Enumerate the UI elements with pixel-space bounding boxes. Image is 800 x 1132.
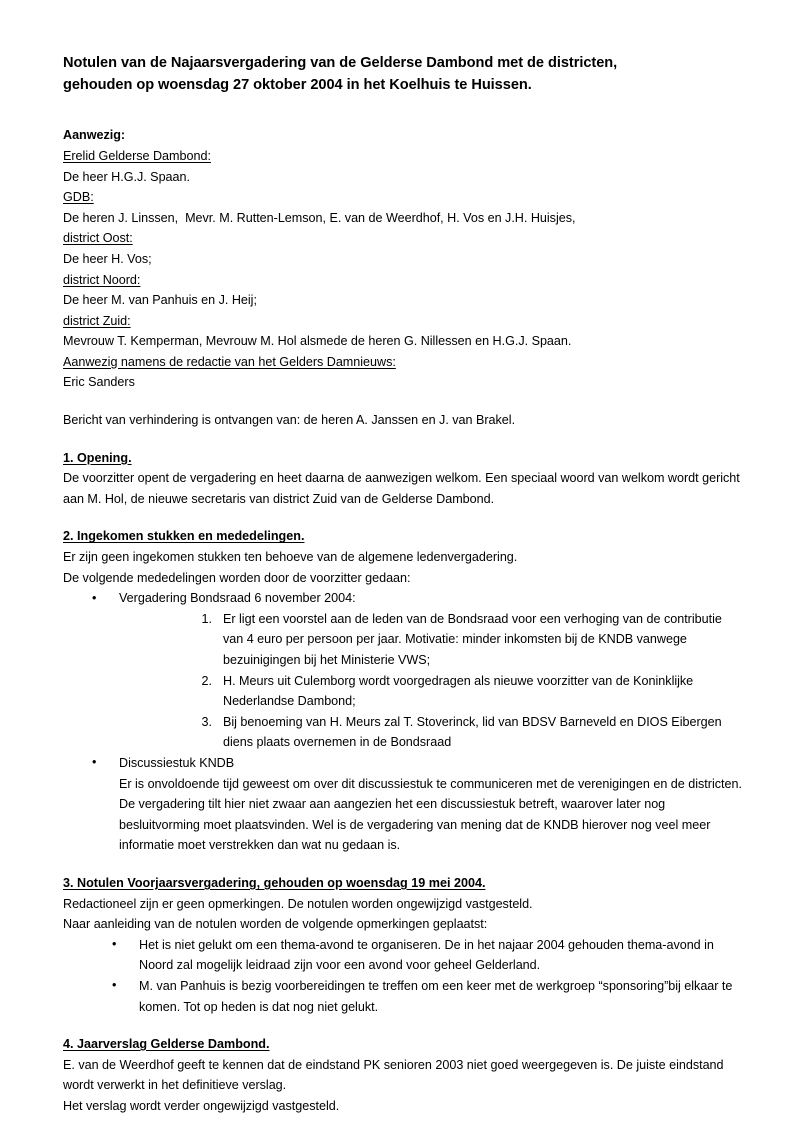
list-text: Er ligt een voorstel aan de leden van de Bondsraad voor een verhoging van de contributie van 4 euro per persoon per jaar. Motivatie: minder inkomsten bij de KNDB vanwege bezuinigingen bij het Ministerie VWS; <box>223 611 722 667</box>
attendance-group-erelid <box>63 146 745 167</box>
apologies-spacer <box>63 393 745 410</box>
bullet-text: M. van Panhuis is bezig voorbereidingen te treffen om een keer met de werkgroep “sponsoring”bij elkaar te komen. Tot op heden is dat nog niet gelukt. <box>139 978 733 1014</box>
bullet-text: Vergadering Bondsraad 6 november 2004: <box>119 591 356 606</box>
list-text: H. Meurs uit Culemborg wordt voorgedragen als nieuwe voorzitter van de Koninklijke Nederlandse Dambond; <box>223 673 694 709</box>
section-3 <box>63 873 745 1017</box>
title-spacer <box>63 96 745 125</box>
document-title-line-2: gehouden op woensdag 27 oktober 2004 in het Koelhuis te Huissen. <box>63 77 532 94</box>
attendance-heading: GDB: <box>63 190 94 205</box>
section-4-spacer <box>63 1017 745 1034</box>
list-number: 3. <box>201 714 212 729</box>
list-item <box>119 671 745 712</box>
section-2-heading: 2. Ingekomen stukken en mededelingen. <box>63 529 305 544</box>
section-4-heading-wrap <box>63 1034 745 1055</box>
list-item <box>119 609 745 671</box>
bullet-body-text: Er is onvoldoende tijd geweest om over dit discussiestuk te communiceren met de verenigingen en de districten. De vergadering tilt hier niet zwaar aan aangezien het een discussiestuk betreft, waarover later nog besluitvorming moet plaatsvinden. Wel is de vergadering van mening dat de KNDB hierover nog veel meer informatie moet verstrekken dan wat nu gedaan is. <box>119 776 742 853</box>
section-3-bullet-list <box>63 935 745 1017</box>
list-item <box>63 935 745 976</box>
section-4 <box>63 1034 745 1116</box>
attendance-heading: Erelid Gelderse Dambond: <box>63 148 211 163</box>
list-item <box>63 976 745 1017</box>
section-3-heading-wrap <box>63 873 745 894</box>
section-4-paragraph-1: E. van de Weerdhof geeft te kennen dat de eindstand PK senioren 2003 niet goed weergegeven is. De juiste eindstand wordt verwerkt in het definitieve verslag. <box>63 1057 724 1093</box>
document-title <box>63 52 745 96</box>
section-2-heading-wrap <box>63 526 745 547</box>
list-item <box>63 588 745 753</box>
attendance-text-redactie: Eric Sanders <box>63 375 135 390</box>
section-3-heading: 3. Notulen Voorjaarsvergadering, gehouden op woensdag 19 mei 2004. <box>63 875 486 890</box>
section-3-spacer <box>63 856 745 873</box>
attendance-heading: district Noord: <box>63 272 141 287</box>
attendance-heading: district Oost: <box>63 231 133 246</box>
list-item <box>119 712 745 753</box>
bullet-text: Het is niet gelukt om een thema-avond te organiseren. De in het najaar 2004 gehouden thema-avond in Noord zal mogelijk leidraad zijn voor een avond voor geheel Gelderland. <box>139 937 714 973</box>
attendance-label: Aanwezig: <box>63 128 126 143</box>
section-2-spacer <box>63 509 745 526</box>
section-3-paragraph-2: Naar aanleiding van de notulen worden de volgende opmerkingen geplaatst: <box>63 917 488 932</box>
section-1-heading: 1. Opening. <box>63 450 132 465</box>
section-1 <box>63 448 745 510</box>
attendance-heading: district Zuid: <box>63 313 131 328</box>
section-2-paragraph-1: Er zijn geen ingekomen stukken ten behoeve van de algemene ledenvergadering. <box>63 550 518 565</box>
section-2 <box>63 526 745 856</box>
section-1-heading-wrap <box>63 448 745 469</box>
attendance-group-zuid <box>63 311 745 332</box>
list-text: Bij benoeming van H. Meurs zal T. Stoverinck, lid van BDSV Barneveld en DIOS Eibergen diens plaats overnemen in de Bondsraad <box>223 714 722 750</box>
section-4-paragraph-2: Het verslag wordt verder ongewijzigd vastgesteld. <box>63 1098 340 1113</box>
attendance-group-redactie <box>63 352 745 373</box>
section-2-paragraph-2: De volgende mededelingen worden door de voorzitter gedaan: <box>63 570 411 585</box>
attendance-text-noord: De heer M. van Panhuis en J. Heij; <box>63 293 257 308</box>
section-2-bullet-list <box>63 588 745 856</box>
section-1-paragraph: De voorzitter opent de vergadering en heet daarna de aanwezigen welkom. Een speciaal woord van welkom wordt gericht aan M. Hol, de nieuwe secretaris van district Zuid van de Gelderse Dambond. <box>63 471 740 506</box>
attendance-text-zuid: Mevrouw T. Kemperman, Mevrouw M. Hol alsmede de heren G. Nillessen en H.G.J. Spaan. <box>63 334 572 349</box>
attendance-text-erelid: De heer H.G.J. Spaan. <box>63 169 190 184</box>
attendance-section <box>63 125 745 393</box>
attendance-group-oost <box>63 228 745 249</box>
document-title-line-1: Notulen van de Najaarsvergadering van de Gelderse Dambond met de districten, <box>63 55 618 71</box>
list-number: 2. <box>201 673 212 688</box>
apologies-line: Bericht van verhindering is ontvangen van: de heren A. Janssen en J. van Brakel. <box>63 413 516 428</box>
attendance-heading: Aanwezig namens de redactie van het Gelders Damnieuws: <box>63 354 396 369</box>
bullet-text: Discussiestuk KNDB <box>119 755 235 770</box>
list-item <box>63 753 745 856</box>
attendance-group-noord <box>63 270 745 291</box>
section-4-heading: 4. Jaarverslag Gelderse Dambond. <box>63 1037 270 1052</box>
section-3-paragraph-1: Redactioneel zijn er geen opmerkingen. De notulen worden ongewijzigd vastgesteld. <box>63 896 533 911</box>
section-2-numbered-list <box>119 609 745 753</box>
section-1-spacer <box>63 431 745 448</box>
attendance-group-gdb <box>63 187 745 208</box>
list-number: 1. <box>201 611 212 626</box>
attendance-text-oost: De heer H. Vos; <box>63 251 152 266</box>
attendance-text-gdb: De heren J. Linssen, Mevr. M. Rutten-Lemson, E. van de Weerdhof, H. Vos en J.H. Huisjes, <box>63 210 576 225</box>
